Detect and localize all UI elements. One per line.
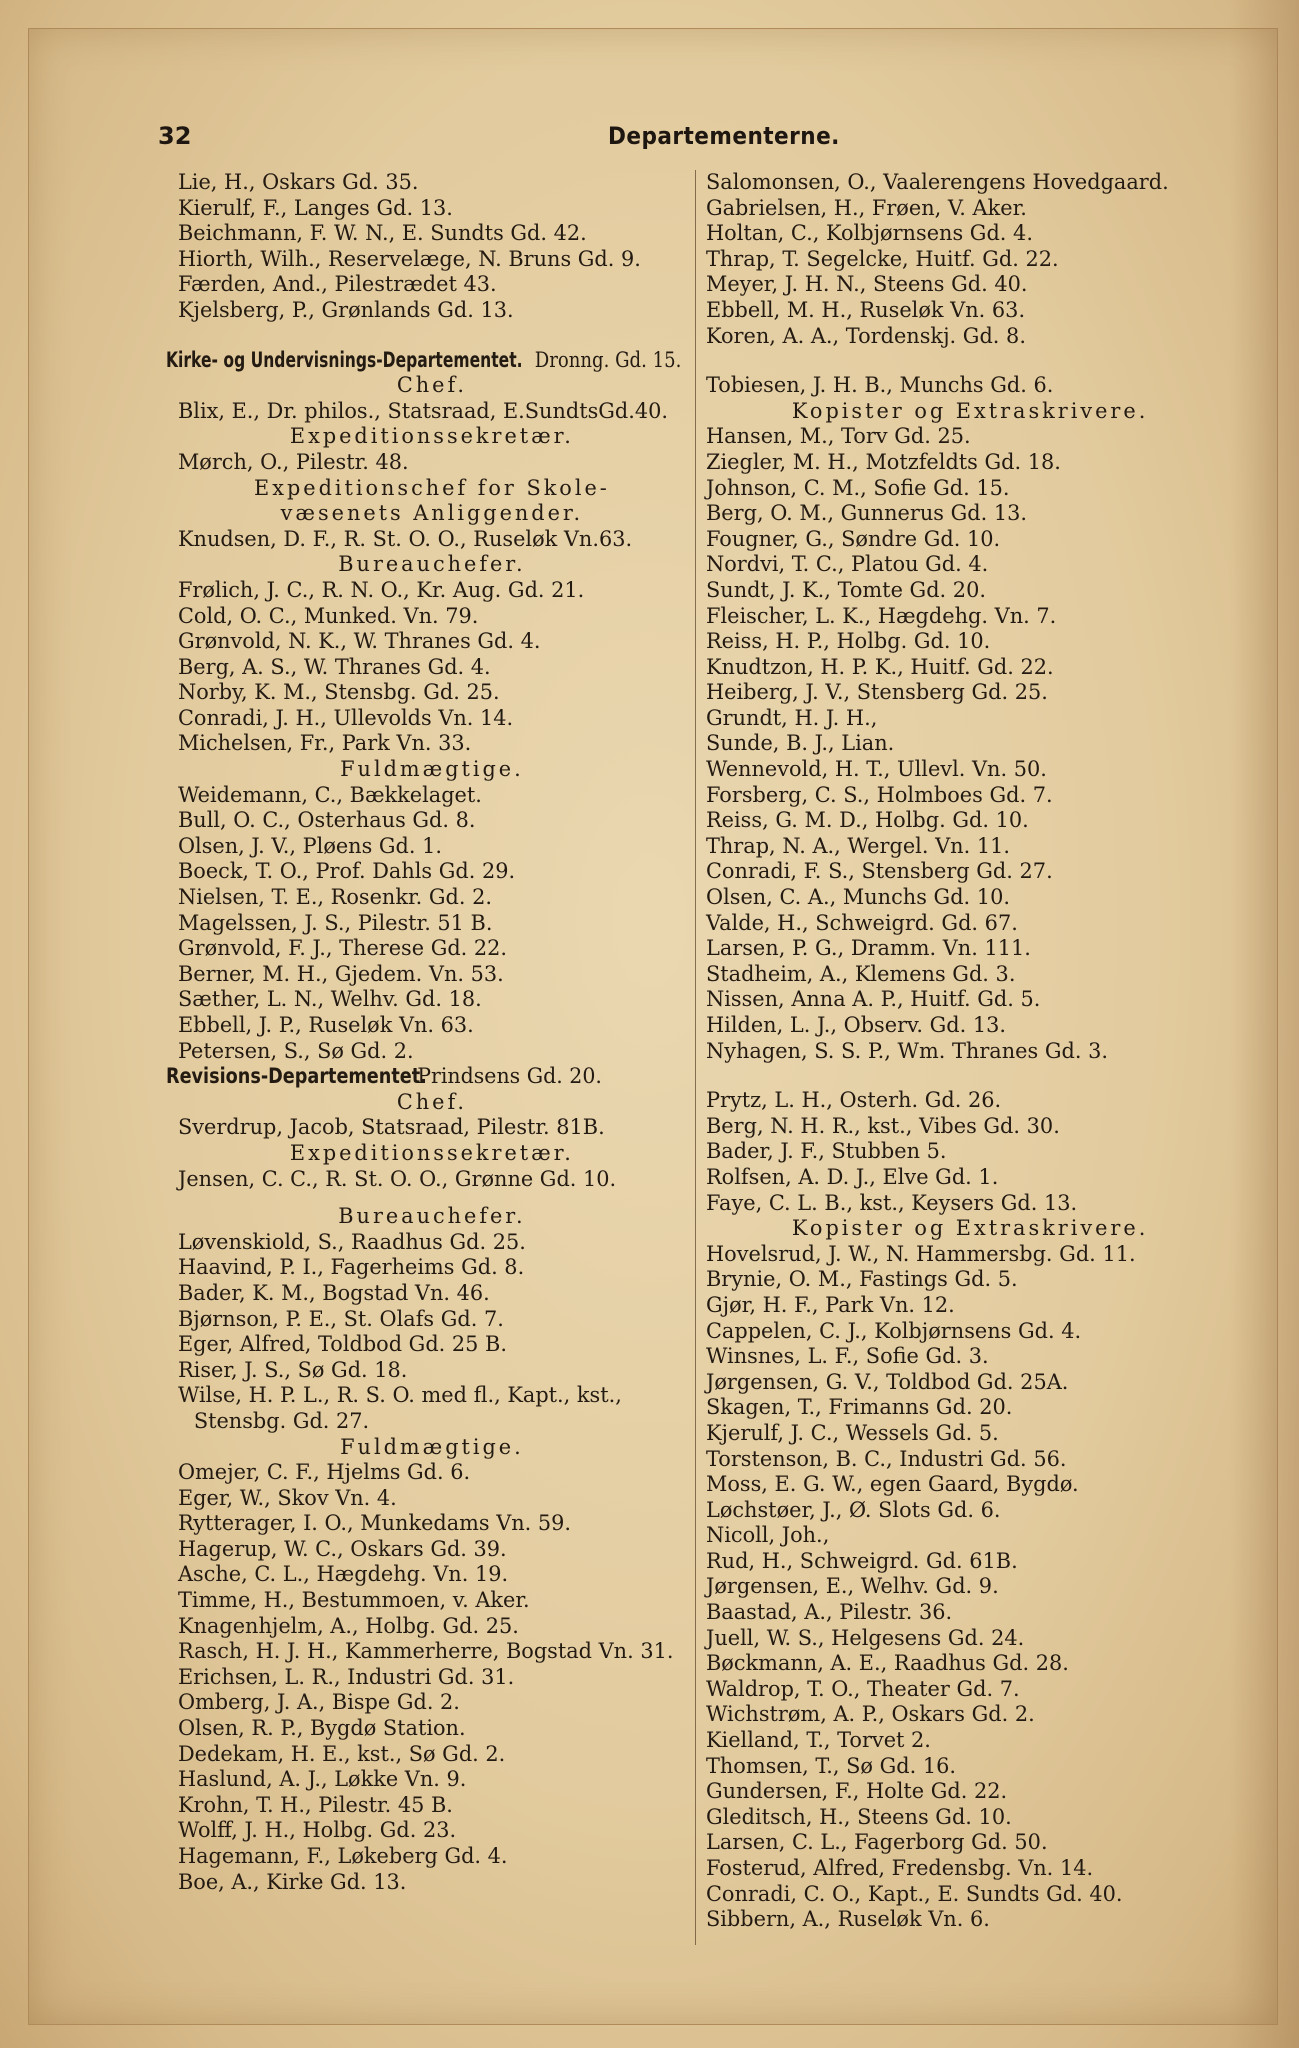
directory-entry: Beichmann, F. W. N., E. Sundts Gd. 42.	[177, 221, 587, 246]
directory-entry: Rolfsen, A. D. J., Elve Gd. 1.	[705, 1164, 999, 1189]
directory-entry: Gjør, H. F., Park Vn. 12.	[705, 1292, 955, 1317]
directory-entry: Nielsen, T. E., Rosenkr. Gd. 2.	[177, 885, 492, 910]
directory-entry: Norby, K. M., Stensbg. Gd. 25.	[177, 680, 500, 705]
directory-entry: Kielland, T., Torvet 2.	[705, 1728, 931, 1753]
directory-entry: Boe, A., Kirke Gd. 13.	[177, 1869, 407, 1894]
directory-entry: Grønvold, F. J., Therese Gd. 22.	[177, 936, 508, 961]
directory-entry: Grundt, H. J. H.,	[705, 705, 878, 730]
spacer	[174, 336, 690, 348]
directory-entry: Gundersen, F., Holte Gd. 22.	[705, 1779, 1008, 1804]
section-rubric: Expeditionssekretær.	[289, 424, 574, 449]
directory-entry: Stadheim, A., Klemens Gd. 3.	[705, 961, 1016, 986]
directory-entry: Omberg, J. A., Bispe Gd. 2.	[177, 1690, 460, 1715]
directory-entry: Berner, M. H., Gjedem. Vn. 53.	[177, 961, 504, 986]
directory-entry: Salomonsen, O., Vaalerengens Hovedgaard.	[705, 170, 1169, 194]
directory-entry: Berg, A. S., W. Thranes Gd. 4.	[177, 654, 491, 679]
directory-entry: Hagemann, F., Løkeberg Gd. 4.	[177, 1844, 508, 1868]
directory-entry: Jørgensen, E., Welhv. Gd. 9.	[705, 1574, 999, 1599]
department-name: Revisions-Departementet.	[166, 1064, 427, 1089]
section-rubric: Kopister og Extraskrivere.	[791, 398, 1149, 423]
directory-entry: Nyhagen, S. S. P., Wm. Thranes Gd. 3.	[705, 1038, 1108, 1063]
spacer	[702, 1064, 1238, 1076]
directory-entry: Sæther, L. N., Welhv. Gd. 18.	[177, 987, 482, 1012]
section-rubric: Chef.	[396, 1089, 467, 1114]
directory-entry: Lie, H., Oskars Gd. 35.	[177, 170, 419, 194]
directory-entry: Asche, C. L., Hægdehg. Vn. 19.	[177, 1562, 509, 1587]
directory-entry: Hansen, M., Torv Gd. 25.	[705, 424, 971, 449]
directory-entry: Conradi, F. S., Stensberg Gd. 27.	[705, 859, 1053, 884]
directory-entry: Haslund, A. J., Løkke Vn. 9.	[177, 1767, 467, 1792]
directory-entry: Brynie, O. M., Fastings Gd. 5.	[705, 1267, 1018, 1292]
directory-entry: Wolff, J. H., Holbg. Gd. 23.	[177, 1818, 457, 1843]
directory-entry: Weidemann, C., Bækkelaget.	[177, 782, 482, 807]
directory-entry: Hilden, L. J., Observ. Gd. 13.	[705, 1013, 1007, 1037]
directory-entry: Bader, K. M., Bogstad Vn. 46.	[177, 1280, 490, 1305]
section-rubric: Expeditionschef for Skole-	[254, 475, 610, 500]
directory-entry: Nordvi, T. C., Platou Gd. 4.	[705, 552, 989, 577]
directory-entry: Knagenhjelm, A., Holbg. Gd. 25.	[177, 1613, 519, 1638]
directory-entry: Thrap, N. A., Wergel. Vn. 11.	[705, 833, 1011, 858]
directory-entry: Larsen, P. G., Dramm. Vn. 111.	[705, 936, 1031, 961]
directory-entry: Fleischer, L. K., Hægdehg. Vn. 7.	[705, 603, 1057, 628]
directory-entry: Magelssen, J. S., Pilestr. 51 B.	[177, 910, 493, 935]
directory-entry: Fougner, G., Søndre Gd. 10.	[705, 526, 1001, 551]
directory-entry: Bull, O. C., Osterhaus Gd. 8.	[177, 808, 476, 833]
directory-entry: Haavind, P. I., Fagerheims Gd. 8.	[177, 1255, 525, 1280]
directory-entry: Jensen, C. C., R. St. O. O., Grønne Gd. 10.	[177, 1166, 617, 1191]
directory-entry: Thomsen, T., Sø Gd. 16.	[705, 1753, 957, 1778]
directory-entry: Blix, E., Dr. philos., Statsraad, E.SundtsGd.40.	[177, 398, 669, 423]
directory-entry: Cappelen, C. J., Kolbjørnsens Gd. 4.	[705, 1318, 1082, 1343]
directory-entry: Færden, And., Pilestrædet 43.	[177, 272, 497, 297]
directory-entry: Dedekam, H. E., kst., Sø Gd. 2.	[177, 1741, 506, 1766]
right-column	[702, 170, 1242, 1933]
directory-entry: Michelsen, Fr., Park Vn. 33.	[177, 731, 472, 756]
directory-entry: Jørgensen, G. V., Toldbod Gd. 25A.	[705, 1369, 1069, 1394]
directory-entry: Boeck, T. O., Prof. Dahls Gd. 29.	[177, 859, 516, 884]
directory-entry: Berg, N. H. R., kst., Vibes Gd. 30.	[705, 1113, 1060, 1138]
directory-entry: Knudtzon, H. P. K., Huitf. Gd. 22.	[705, 654, 1054, 679]
spacer	[702, 349, 1238, 361]
directory-entry: Rytterager, I. O., Munkedams Vn. 59.	[177, 1511, 572, 1536]
directory-entry: Eger, Alfred, Toldbod Gd. 25 B.	[177, 1332, 507, 1357]
directory-entry: Omejer, C. F., Hjelms Gd. 6.	[177, 1460, 471, 1485]
directory-entry: Frølich, J. C., R. N. O., Kr. Aug. Gd. 21.	[177, 577, 585, 602]
directory-entry: Knudsen, D. F., R. St. O. O., Ruseløk Vn.63.	[177, 526, 633, 551]
directory-entry: Hagerup, W. C., Oskars Gd. 39.	[177, 1536, 507, 1561]
directory-entry: Ziegler, M. H., Motzfeldts Gd. 18.	[705, 449, 1061, 474]
directory-entry: Grønvold, N. K., W. Thranes Gd. 4.	[177, 629, 541, 654]
section-rubric: Chef.	[396, 373, 467, 398]
directory-entry: Mørch, O., Pilestr. 48.	[177, 449, 409, 474]
directory-entry: Waldrop, T. O., Theater Gd. 7.	[705, 1676, 1020, 1701]
entry-continuation: Stensbg. Gd. 27.	[193, 1408, 370, 1433]
directory-entry: Krohn, T. H., Pilestr. 45 B.	[177, 1792, 453, 1817]
directory-entry: Nissen, Anna A. P., Huitf. Gd. 5.	[705, 987, 1041, 1012]
department-heading	[166, 1064, 682, 1090]
spacer	[174, 324, 690, 336]
directory-entry: Thrap, T. Segelcke, Huitf. Gd. 22.	[705, 246, 1059, 271]
spacer	[174, 1192, 690, 1204]
directory-entry: Conradi, J. H., Ullevolds Vn. 14.	[177, 705, 514, 730]
directory-entry: Hiorth, Wilh., Reservelæge, N. Bruns Gd. 9.	[177, 246, 641, 271]
directory-entry: Gleditsch, H., Steens Gd. 10.	[705, 1804, 1012, 1829]
directory-entry: Ebbell, M. H., Ruseløk Vn. 63.	[705, 297, 1026, 322]
section-rubric: Bureauchefer.	[338, 1204, 526, 1229]
directory-entry: Hovelsrud, J. W., N. Hammersbg. Gd. 11.	[705, 1241, 1136, 1266]
spacer	[702, 1076, 1238, 1088]
directory-entry: Sunde, B. J., Lian.	[705, 731, 895, 756]
directory-entry: Fosterud, Alfred, Fredensbg. Vn. 14.	[705, 1856, 1094, 1880]
directory-entry: Kjerulf, J. C., Wessels Gd. 5.	[705, 1420, 999, 1445]
directory-entry: Wilse, H. P. L., R. S. O. med fl., Kapt., kst.,	[177, 1383, 622, 1408]
directory-entry: Timme, H., Bestummoen, v. Aker.	[177, 1588, 530, 1613]
directory-entry: Sibbern, A., Ruseløk Vn. 6.	[705, 1907, 990, 1932]
directory-entry: Olsen, J. V., Pløens Gd. 1.	[177, 833, 443, 858]
directory-entry: Conradi, C. O., Kapt., E. Sundts Gd. 40.	[705, 1881, 1123, 1906]
directory-entry: Skagen, T., Frimanns Gd. 20.	[705, 1395, 1013, 1420]
directory-entry: Rasch, H. J. H., Kammerherre, Bogstad Vn. 31.	[177, 1639, 674, 1664]
directory-entry: Larsen, C. L., Fagerborg Gd. 50.	[705, 1830, 1048, 1855]
directory-entry: Kierulf, F., Langes Gd. 13.	[177, 195, 453, 220]
directory-entry: Bader, J. F., Stubben 5.	[705, 1139, 947, 1164]
directory-entry: Koren, A. A., Tordenskj. Gd. 8.	[705, 323, 1026, 348]
directory-entry: Baastad, A., Pilestr. 36.	[705, 1600, 953, 1625]
directory-entry: Løchstøer, J., Ø. Slots Gd. 6.	[705, 1497, 1001, 1522]
directory-entry: Olsen, R. P., Bygdø Station.	[177, 1716, 466, 1741]
page-number: 32	[158, 122, 192, 150]
directory-entry: Heiberg, J. V., Stensberg Gd. 25.	[705, 680, 1048, 705]
directory-entry: Gabrielsen, H., Frøen, V. Aker.	[705, 195, 1027, 220]
directory-entry: Petersen, S., Sø Gd. 2.	[177, 1038, 414, 1063]
running-head: Departementerne.	[608, 122, 840, 150]
directory-entry: Berg, O. M., Gunnerus Gd. 13.	[705, 501, 1028, 526]
section-rubric: væsenets Anliggender.	[280, 501, 584, 526]
directory-entry: Winsnes, L. F., Sofie Gd. 3.	[705, 1344, 989, 1369]
directory-entry: Sverdrup, Jacob, Statsraad, Pilestr. 81B.	[177, 1115, 605, 1140]
directory-entry: Torstenson, B. C., Industri Gd. 56.	[705, 1446, 1067, 1471]
directory-entry: Faye, C. L. B., kst., Keysers Gd. 13.	[705, 1190, 1078, 1215]
directory-entry: Prytz, L. H., Osterh. Gd. 26.	[705, 1088, 1002, 1113]
directory-entry: Olsen, C. A., Munchs Gd. 10.	[705, 885, 1010, 910]
directory-entry: Forsberg, C. S., Holmboes Gd. 7.	[705, 782, 1053, 807]
directory-entry: Nicoll, Joh.,	[705, 1523, 830, 1548]
directory-entry: Holtan, C., Kolbjørnsens Gd. 4.	[705, 221, 1033, 246]
section-rubric: Kopister og Extraskrivere.	[791, 1216, 1149, 1241]
directory-entry: Juell, W. S., Helgesens Gd. 24.	[705, 1625, 1025, 1650]
department-heading	[166, 347, 682, 374]
department-name: Kirke- og Undervisnings-Departementet.	[166, 347, 523, 372]
spacer	[702, 361, 1238, 373]
directory-entry: Eger, W., Skov Vn. 4.	[177, 1485, 397, 1510]
directory-entry: Kjelsberg, P., Grønlands Gd. 13.	[177, 297, 514, 322]
directory-entry: Rud, H., Schweigrd. Gd. 61B.	[705, 1548, 1018, 1573]
section-rubric: Fuldmægtige.	[340, 757, 524, 782]
department-address: Prindsens Gd. 20.	[417, 1064, 602, 1089]
directory-entry: Ebbell, J. P., Ruseløk Vn. 63.	[177, 1013, 474, 1037]
left-column	[166, 170, 694, 1895]
directory-entry: Løvenskiold, S., Raadhus Gd. 25.	[177, 1229, 526, 1254]
directory-entry: Riser, J. S., Sø Gd. 18.	[177, 1357, 408, 1382]
directory-entry: Moss, E. G. W., egen Gaard, Bygdø.	[705, 1472, 1079, 1497]
directory-entry: Johnson, C. M., Sofie Gd. 15.	[705, 475, 1010, 500]
section-rubric: Expeditionssekretær.	[289, 1140, 574, 1165]
directory-entry: Meyer, J. H. N., Steens Gd. 40.	[705, 272, 1028, 297]
directory-entry: Bøckmann, A. E., Raadhus Gd. 28.	[705, 1651, 1069, 1676]
department-address: Dronng. Gd. 15.	[534, 347, 682, 372]
directory-entry: Tobiesen, J. H. B., Munchs Gd. 6.	[705, 373, 1054, 398]
directory-entry: Sundt, J. K., Tomte Gd. 20.	[705, 577, 986, 602]
directory-entry: Reiss, G. M. D., Holbg. Gd. 10.	[705, 808, 1029, 833]
directory-entry: Wichstrøm, A. P., Oskars Gd. 2.	[705, 1702, 1035, 1727]
directory-entry: Bjørnson, P. E., St. Olafs Gd. 7.	[177, 1306, 504, 1331]
column-divider	[695, 170, 696, 1945]
section-rubric: Bureauchefer.	[338, 552, 526, 577]
directory-entry: Valde, H., Schweigrd. Gd. 67.	[705, 910, 1018, 935]
directory-entry: Reiss, H. P., Holbg. Gd. 10.	[705, 629, 991, 654]
directory-entry: Erichsen, L. R., Industri Gd. 31.	[177, 1664, 515, 1689]
directory-entry: Cold, O. C., Munked. Vn. 79.	[177, 603, 479, 628]
directory-entry: Wennevold, H. T., Ullevl. Vn. 50.	[705, 757, 1047, 782]
section-rubric: Fuldmægtige.	[340, 1434, 524, 1459]
